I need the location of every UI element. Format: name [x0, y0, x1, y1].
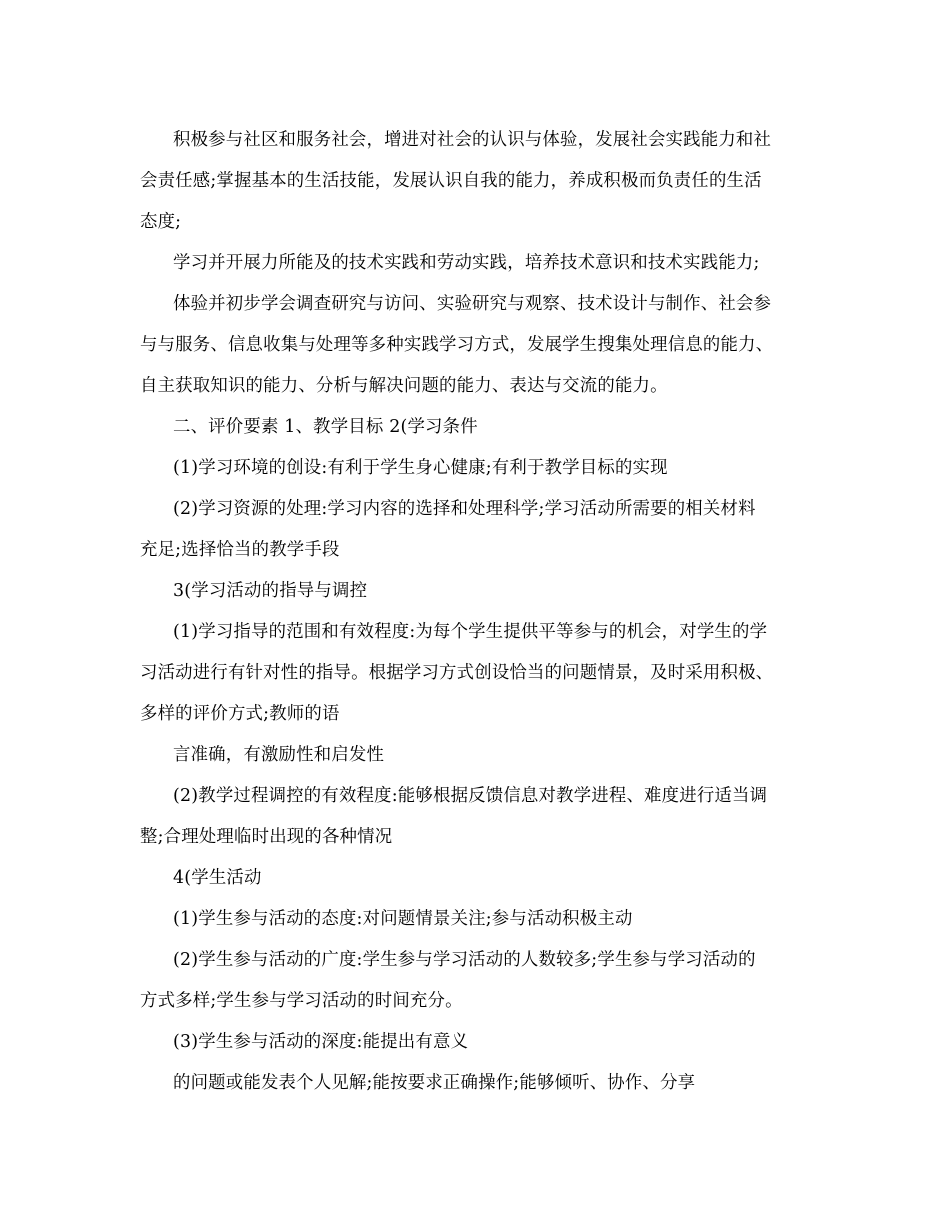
text-line: (1)学习指导的范围和有效程度:为每个学生提供平等参与的机会，对学生的学 [173, 622, 768, 642]
text-line: 积极参与社区和服务社会，增进对社会的认识与体验，发展社会实践能力和社 [173, 130, 772, 150]
text-line: 的问题或能发表个人见解;能按要求正确操作;能够倾听、协作、分享 [173, 1073, 696, 1093]
text-line: 4(学生活动 [173, 868, 262, 888]
text-line: (2)学习资源的处理:学习内容的选择和处理科学;学习活动所需要的相关材料 [173, 499, 756, 519]
text-line: 自主获取知识的能力、分析与解决问题的能力、表达与交流的能力。 [140, 376, 668, 396]
text-line: 言准确，有激励性和启发性 [173, 745, 385, 765]
text-line: (2)学生参与活动的广度:学生参与学习活动的人数较多;学生参与学习活动的 [173, 950, 756, 970]
text-line: 方式多样;学生参与学习活动的时间充分。 [140, 991, 463, 1011]
text-line: 二、评价要素 1、教学目标 2(学习条件 [173, 417, 478, 437]
text-line: 3(学习活动的指导与调控 [173, 581, 368, 601]
text-line: 整;合理处理临时出现的各种情况 [140, 827, 393, 847]
text-line: (1)学习环境的创设:有利于学生身心健康;有利于教学目标的实现 [173, 458, 668, 478]
text-line: 学习并开展力所能及的技术实践和劳动实践，培养技术意识和技术实践能力; [173, 253, 760, 273]
text-line: 多样的评价方式;教师的语 [140, 704, 340, 724]
text-line: (1)学生参与活动的态度:对问题情景关注;参与活动积极主动 [173, 909, 633, 929]
text-line: 态度; [140, 212, 182, 232]
text-line: (3)学生参与活动的深度:能提出有意义 [173, 1032, 469, 1052]
text-line: (2)教学过程调控的有效程度:能够根据反馈信息对教学进程、难度进行适当调 [173, 786, 768, 806]
text-line: 体验并初步学会调查研究与访问、实验研究与观察、技术设计与制作、社会参 [173, 294, 772, 314]
text-line: 习活动进行有针对性的指导。根据学习方式创设恰当的问题情景，及时采用积极、 [140, 663, 774, 683]
text-line: 会责任感;掌握基本的生活技能，发展认识自我的能力，养成积极而负责任的生活 [140, 171, 762, 191]
text-line: 充足;选择恰当的教学手段 [140, 540, 340, 560]
text-line: 与与服务、信息收集与处理等多种实践学习方式，发展学生搜集处理信息的能力、 [140, 335, 774, 355]
